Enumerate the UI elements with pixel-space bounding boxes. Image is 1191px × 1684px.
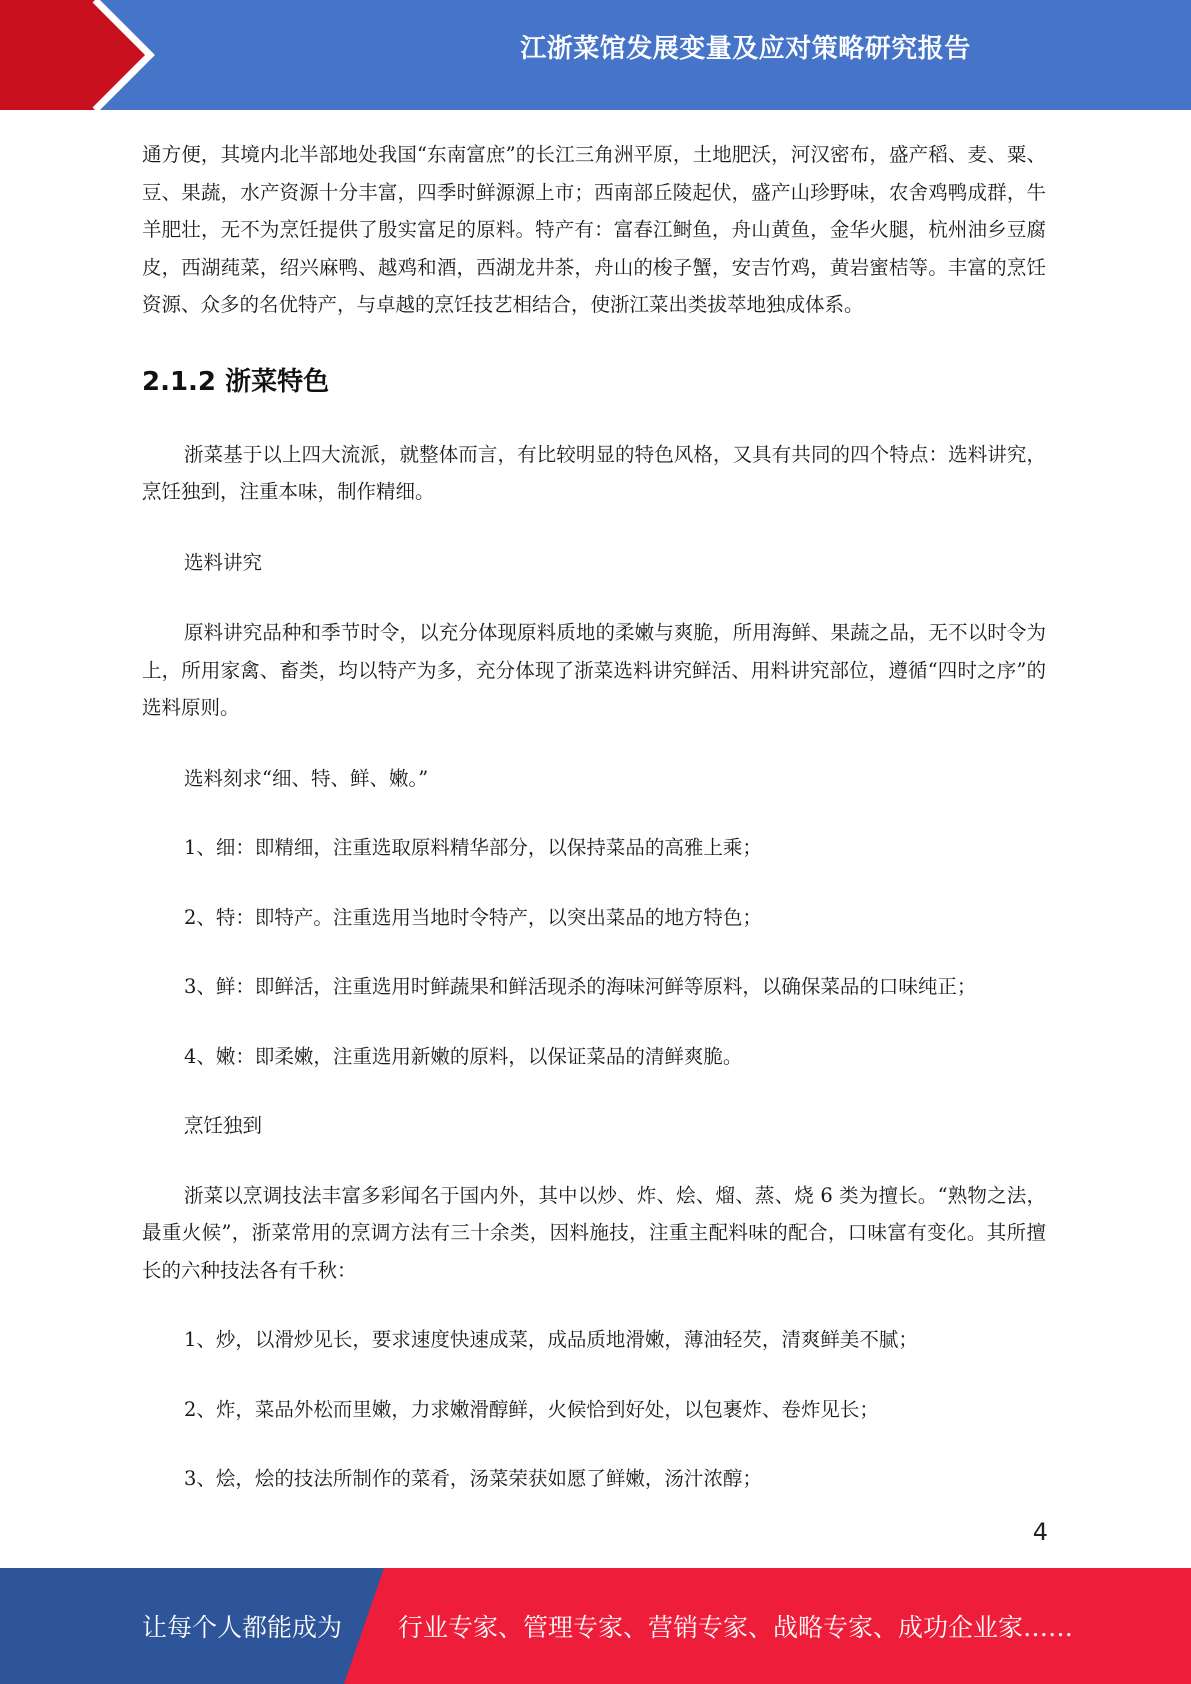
subheading-cooking: 烹饪独到	[184, 1114, 263, 1137]
technique-item: 3、烩，烩的技法所制作的菜肴，汤菜荣获如愿了鲜嫩，汤汁浓醇；	[184, 1467, 762, 1490]
technique-item: 2、炸，菜品外松而里嫩，力求嫩滑醇鲜，火候恰到好处，以包裹炸、卷炸见长；	[184, 1397, 879, 1421]
section-heading: 2.1.2 浙菜特色	[142, 366, 330, 397]
report-title: 江浙菜馆发展变量及应对策略研究报告	[520, 34, 971, 64]
page-number: 4	[1032, 1518, 1048, 1546]
criteria-item: 1、细：即精细，注重选取原料精华部分，以保持菜品的高雅上乘；	[184, 836, 762, 859]
criteria-item: 3、鲜：即鲜活，注重选用时鲜蔬果和鲜活现杀的海味河鲜等原料，以确保菜品的口味纯正；	[184, 975, 977, 998]
subheading-selection: 选料讲究	[184, 550, 263, 574]
page-header	[0, 0, 1191, 110]
paragraph-criteria: 选料刻求“细、特、鲜、嫩。”	[184, 766, 429, 790]
footer-slogan-right: 行业专家、管理专家、营销专家、战略专家、成功企业家……	[398, 1613, 1074, 1642]
paragraph-selection: 原料讲究品种和季节时令，以充分体现原料质地的柔嫩与爽脆，所用海鲜、果蔬之品，无不以时令为上，所用家禽、畜类，均以特产为多，充分体现了浙菜选料讲究鲜活、用料讲究部位，遵循“四时之序”的选料原则。	[142, 621, 1046, 719]
page-footer	[0, 1568, 1191, 1684]
criteria-item: 2、特：即特产。注重选用当地时令特产，以突出菜品的地方特色；	[184, 905, 762, 929]
paragraph-features: 浙菜基于以上四大流派，就整体而言，有比较明显的特色风格，又具有共同的四个特点：选料讲究，烹饪独到，注重本味，制作精细。	[142, 442, 1046, 503]
footer-slogan-left: 让每个人都能成为	[142, 1613, 343, 1642]
technique-item: 1、炒，以滑炒见长，要求速度快速成菜，成品质地滑嫩，薄油轻芡，清爽鲜美不腻；	[184, 1328, 918, 1351]
criteria-item: 4、嫩：即柔嫩，注重选用新嫩的原料，以保证菜品的清鲜爽脆。	[184, 1044, 743, 1068]
document-body	[142, 136, 1046, 1498]
paragraph-cooking: 浙菜以烹调技法丰富多彩闻名于国内外，其中以炒、炸、烩、熘、蒸、烧 6 类为擅长。“熟物之法，最重火候”，浙菜常用的烹调方法有三十余类，因料施技，注重主配料味的配合，口味富有变化。其所擅长的六种技法各有千秋：	[142, 1183, 1046, 1282]
paragraph-intro: 通方便，其境内北半部地处我国“东南富庶”的长江三角洲平原，土地肥沃，河汉密布，盛产稻、麦、粟、豆、果蔬，水产资源十分丰富，四季时鲜源源上市；西南部丘陵起伏，盛产山珍野味，农舍鸡鸭成群，牛羊肥壮，无不为烹饪提供了殷实富足的原料。特产有：富春江鲥鱼，舟山黄鱼，金华火腿，杭州油乡豆腐皮，西湖莼菜，绍兴麻鸭、越鸡和酒，西湖龙井茶，舟山的梭子蟹，安吉竹鸡，黄岩蜜桔等。丰富的烹饪资源、众多的名优特产，与卓越的烹饪技艺相结合，使浙江菜出类拔萃地独成体系。	[142, 143, 1046, 316]
header-red-chevron	[0, 0, 150, 110]
